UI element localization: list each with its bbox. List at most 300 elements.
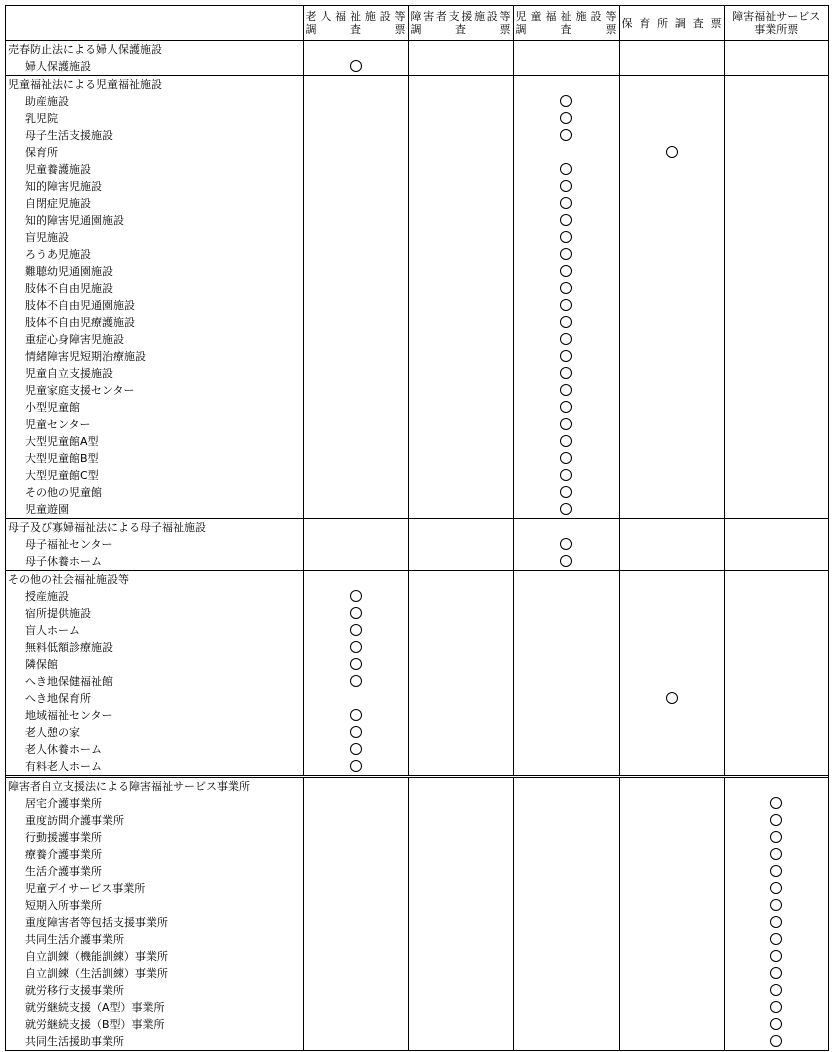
- section-title: 母子及び寡婦福祉法による母子福祉施設: [8, 521, 206, 534]
- mark-cell: [303, 484, 408, 501]
- mark-cell: [303, 501, 408, 519]
- mark-cell: [513, 41, 619, 59]
- mark-cell: [724, 948, 828, 965]
- facility-name: へき地保健福祉館: [25, 675, 113, 688]
- mark-cell: [619, 846, 724, 863]
- facility-name: 乳児院: [25, 112, 58, 125]
- mark-cell: [619, 673, 724, 690]
- facility-row: [6, 484, 828, 501]
- facility-name: 児童自立支援施設: [25, 367, 113, 380]
- mark-cell: [408, 450, 513, 467]
- facility-name: 重度障害者等包括支援事業所: [25, 916, 168, 929]
- mark-cell: [724, 656, 828, 673]
- mark-cell: [724, 999, 828, 1016]
- section-title: 児童福祉法による児童福祉施設: [8, 78, 162, 91]
- mark-cell: [724, 571, 828, 589]
- mark-cell: [724, 846, 828, 863]
- mark-cell: [513, 588, 619, 605]
- mark-cell: [513, 365, 619, 382]
- mark-cell: [724, 450, 828, 467]
- applicable-circle-icon: [666, 692, 678, 704]
- mark-cell: [619, 110, 724, 127]
- mark-cell: [513, 161, 619, 178]
- mark-cell: [408, 212, 513, 229]
- mark-cell: [408, 110, 513, 127]
- mark-cell: [513, 639, 619, 656]
- facility-row: [6, 297, 828, 314]
- mark-cell: [619, 416, 724, 433]
- mark-cell: [619, 501, 724, 519]
- mark-cell: [724, 897, 828, 914]
- mark-cell: [724, 707, 828, 724]
- facility-row: [6, 948, 828, 965]
- mark-cell: [303, 229, 408, 246]
- mark-cell: [408, 536, 513, 553]
- facility-row: [6, 280, 828, 297]
- applicable-circle-icon: [560, 333, 572, 345]
- applicable-circle-icon: [770, 916, 782, 928]
- mark-cell: [619, 212, 724, 229]
- mark-cell: [619, 571, 724, 589]
- applicable-circle-icon: [560, 401, 572, 413]
- mark-cell: [408, 263, 513, 280]
- mark-cell: [408, 246, 513, 263]
- applicable-circle-icon: [560, 469, 572, 481]
- mark-cell: [619, 690, 724, 707]
- facility-row: [6, 880, 828, 897]
- mark-cell: [408, 553, 513, 571]
- mark-cell: [513, 144, 619, 161]
- applicable-circle-icon: [350, 641, 362, 653]
- mark-cell: [619, 93, 724, 110]
- facility-row: [6, 999, 828, 1016]
- facility-row: [6, 982, 828, 999]
- mark-cell: [408, 331, 513, 348]
- mark-cell: [513, 399, 619, 416]
- mark-cell: [303, 536, 408, 553]
- mark-cell: [619, 76, 724, 94]
- mark-cell: [408, 501, 513, 519]
- applicable-circle-icon: [560, 435, 572, 447]
- applicable-circle-icon: [560, 231, 572, 243]
- header-nursery-survey: [619, 6, 724, 41]
- mark-cell: [408, 280, 513, 297]
- applicable-circle-icon: [770, 1018, 782, 1030]
- applicable-circle-icon: [770, 814, 782, 826]
- mark-cell: [303, 673, 408, 690]
- mark-cell: [619, 982, 724, 999]
- mark-cell: [513, 58, 619, 76]
- mark-cell: [303, 433, 408, 450]
- mark-cell: [408, 365, 513, 382]
- mark-cell: [513, 690, 619, 707]
- mark-cell: [724, 127, 828, 144]
- mark-cell: [619, 519, 724, 537]
- facility-name: 児童デイサービス事業所: [25, 882, 146, 895]
- applicable-circle-icon: [770, 899, 782, 911]
- mark-cell: [408, 1033, 513, 1050]
- mark-cell: [619, 656, 724, 673]
- facility-row: [6, 931, 828, 948]
- facility-row: [6, 144, 828, 161]
- mark-cell: [513, 433, 619, 450]
- mark-cell: [724, 110, 828, 127]
- mark-cell: [303, 588, 408, 605]
- facility-name: 保育所: [25, 146, 58, 159]
- mark-cell: [303, 450, 408, 467]
- facility-name: 児童家庭支援センター: [25, 384, 135, 397]
- mark-cell: [408, 829, 513, 846]
- mark-cell: [619, 161, 724, 178]
- mark-cell: [619, 263, 724, 280]
- facility-row: [6, 897, 828, 914]
- mark-cell: [513, 846, 619, 863]
- mark-cell: [619, 914, 724, 931]
- applicable-circle-icon: [560, 265, 572, 277]
- facility-name: 婦人保護施設: [6, 58, 303, 76]
- mark-cell: [724, 982, 828, 999]
- applicable-circle-icon: [560, 316, 572, 328]
- mark-cell: [513, 948, 619, 965]
- mark-cell: [513, 795, 619, 812]
- facility-row: [6, 365, 828, 382]
- mark-cell: [303, 553, 408, 571]
- facility-name: 母子福祉センター: [25, 538, 113, 551]
- mark-cell: [303, 758, 408, 777]
- mark-cell: [724, 280, 828, 297]
- mark-cell: [408, 863, 513, 880]
- facility-name: 共同生活援助事業所: [25, 1035, 124, 1048]
- applicable-circle-icon: [770, 865, 782, 877]
- mark-cell: [513, 656, 619, 673]
- facility-name: 肢体不自由児施設: [25, 282, 113, 295]
- mark-cell: [408, 897, 513, 914]
- header-disability-support-survey: [408, 6, 513, 41]
- applicable-circle-icon: [560, 299, 572, 311]
- applicable-circle-icon: [560, 538, 572, 550]
- applicable-circle-icon: [560, 384, 572, 396]
- mark-cell: [724, 348, 828, 365]
- mark-cell: [619, 999, 724, 1016]
- mark-cell: [724, 467, 828, 484]
- mark-cell: [724, 58, 828, 76]
- section-title: 障害者自立支援法による障害福祉サービス事業所: [8, 780, 250, 793]
- mark-cell: [619, 195, 724, 212]
- mark-cell: [408, 161, 513, 178]
- mark-cell: [408, 433, 513, 450]
- mark-cell: [303, 263, 408, 280]
- applicable-circle-icon: [560, 214, 572, 226]
- applicable-circle-icon: [770, 984, 782, 996]
- mark-cell: [513, 280, 619, 297]
- applicable-circle-icon: [560, 350, 572, 362]
- facility-row: [6, 812, 828, 829]
- mark-cell: [513, 741, 619, 758]
- mark-cell: [724, 314, 828, 331]
- mark-cell: [619, 553, 724, 571]
- mark-cell: [619, 707, 724, 724]
- facility-name: 居宅介護事業所: [25, 797, 102, 810]
- mark-cell: [513, 622, 619, 639]
- header-corner-cell: [6, 6, 303, 41]
- mark-cell: [619, 812, 724, 829]
- mark-cell: [619, 948, 724, 965]
- mark-cell: [513, 931, 619, 948]
- applicable-circle-icon: [560, 282, 572, 294]
- facility-row: [6, 724, 828, 741]
- mark-cell: [303, 690, 408, 707]
- mark-cell: [408, 999, 513, 1016]
- mark-cell: [303, 571, 408, 589]
- mark-cell: [408, 639, 513, 656]
- applicable-circle-icon: [770, 1035, 782, 1047]
- mark-cell: [724, 41, 828, 59]
- mark-cell: [408, 519, 513, 537]
- mark-cell: [724, 795, 828, 812]
- applicable-circle-icon: [560, 555, 572, 567]
- mark-cell: [724, 741, 828, 758]
- applicable-circle-icon: [560, 163, 572, 175]
- applicable-circle-icon: [770, 831, 782, 843]
- facility-row: [6, 605, 828, 622]
- mark-cell: [303, 931, 408, 948]
- mark-cell: [303, 93, 408, 110]
- mark-cell: [408, 622, 513, 639]
- mark-cell: [724, 605, 828, 622]
- mark-cell: [619, 639, 724, 656]
- applicable-circle-icon: [770, 950, 782, 962]
- mark-cell: [619, 880, 724, 897]
- mark-cell: [408, 41, 513, 59]
- mark-cell: [513, 297, 619, 314]
- mark-cell: [724, 246, 828, 263]
- mark-cell: [619, 605, 724, 622]
- mark-cell: [513, 484, 619, 501]
- facility-row: [6, 212, 828, 229]
- mark-cell: [619, 758, 724, 777]
- mark-cell: [513, 195, 619, 212]
- mark-cell: [724, 777, 828, 796]
- mark-cell: [408, 484, 513, 501]
- mark-cell: [408, 314, 513, 331]
- facility-name: 自立訓練（機能訓練）事業所: [25, 950, 168, 963]
- mark-cell: [513, 467, 619, 484]
- mark-cell: [303, 707, 408, 724]
- mark-cell: [513, 382, 619, 399]
- mark-cell: [619, 331, 724, 348]
- mark-cell: [724, 812, 828, 829]
- mark-cell: [724, 161, 828, 178]
- mark-cell: [303, 519, 408, 537]
- mark-cell: [513, 914, 619, 931]
- facility-row: [6, 741, 828, 758]
- facility-name: 就労移行支援事業所: [25, 984, 124, 997]
- mark-cell: [408, 777, 513, 796]
- mark-cell: [724, 519, 828, 537]
- mark-cell: [724, 690, 828, 707]
- mark-cell: [303, 144, 408, 161]
- mark-cell: [513, 263, 619, 280]
- mark-cell: [513, 777, 619, 796]
- facility-name: 肢体不自由児療護施設: [25, 316, 135, 329]
- mark-cell: [513, 536, 619, 553]
- mark-cell: [303, 365, 408, 382]
- applicable-circle-icon: [666, 146, 678, 158]
- facility-row: [6, 863, 828, 880]
- facility-name: 有料老人ホーム: [6, 758, 303, 777]
- mark-cell: [513, 178, 619, 195]
- applicable-circle-icon: [350, 658, 362, 670]
- facility-row: [6, 758, 828, 777]
- mark-cell: [619, 467, 724, 484]
- mark-cell: [513, 1016, 619, 1033]
- facility-row: [6, 588, 828, 605]
- mark-cell: [408, 348, 513, 365]
- facility-row: [6, 501, 828, 519]
- facility-row: [6, 656, 828, 673]
- mark-cell: [303, 1033, 408, 1050]
- facility-name: 老人休養ホーム: [25, 743, 102, 756]
- mark-cell: [408, 758, 513, 777]
- mark-cell: [513, 758, 619, 777]
- mark-cell: [303, 331, 408, 348]
- mark-cell: [619, 433, 724, 450]
- mark-cell: [513, 880, 619, 897]
- facility-name: 自立訓練（生活訓練）事業所: [25, 967, 168, 980]
- header-row: [6, 6, 828, 41]
- facility-name: 老人憩の家: [25, 726, 80, 739]
- table-body: [6, 41, 828, 1051]
- mark-cell: [513, 724, 619, 741]
- mark-cell: [408, 382, 513, 399]
- mark-cell: [619, 795, 724, 812]
- facility-row: [6, 382, 828, 399]
- applicable-circle-icon: [560, 95, 572, 107]
- mark-cell: [513, 229, 619, 246]
- mark-cell: [724, 195, 828, 212]
- facility-name: 母子生活支援施設: [25, 129, 113, 142]
- applicable-circle-icon: [560, 367, 572, 379]
- header-label: 保育所調査票: [621, 16, 722, 30]
- mark-cell: [408, 58, 513, 76]
- section-title: 売春防止法による婦人保護施設: [8, 43, 162, 56]
- mark-cell: [513, 212, 619, 229]
- mark-cell: [408, 76, 513, 94]
- mark-cell: [408, 195, 513, 212]
- mark-cell: [724, 863, 828, 880]
- mark-cell: [619, 297, 724, 314]
- facility-name: 授産施設: [25, 590, 69, 603]
- facility-name: 無料低額診療施設: [25, 641, 113, 654]
- mark-cell: [724, 484, 828, 501]
- facility-row: [6, 433, 828, 450]
- mark-cell: [408, 605, 513, 622]
- facility-name: 知的障害児施設: [25, 180, 102, 193]
- mark-cell: [303, 58, 408, 76]
- facility-row: [6, 690, 828, 707]
- mark-cell: [408, 467, 513, 484]
- facility-row: [6, 846, 828, 863]
- applicable-circle-icon: [560, 129, 572, 141]
- mark-cell: [619, 777, 724, 796]
- mark-cell: [619, 314, 724, 331]
- mark-cell: [513, 519, 619, 537]
- mark-cell: [303, 777, 408, 796]
- mark-cell: [724, 433, 828, 450]
- mark-cell: [303, 829, 408, 846]
- facility-row: [6, 914, 828, 931]
- mark-cell: [303, 467, 408, 484]
- header-child-welfare-survey: [513, 6, 619, 41]
- mark-cell: [513, 897, 619, 914]
- mark-cell: [724, 880, 828, 897]
- facility-row: [6, 93, 828, 110]
- mark-cell: [619, 863, 724, 880]
- mark-cell: [619, 588, 724, 605]
- mark-cell: [724, 536, 828, 553]
- mark-cell: [408, 880, 513, 897]
- mark-cell: [303, 812, 408, 829]
- applicable-circle-icon: [770, 1001, 782, 1013]
- mark-cell: [724, 588, 828, 605]
- mark-cell: [303, 382, 408, 399]
- mark-cell: [303, 314, 408, 331]
- mark-cell: [408, 965, 513, 982]
- mark-cell: [303, 982, 408, 999]
- facility-row: [6, 965, 828, 982]
- facility-row: [6, 450, 828, 467]
- mark-cell: [303, 863, 408, 880]
- facility-row: [6, 416, 828, 433]
- applicable-circle-icon: [770, 882, 782, 894]
- header-label: 障害福祉サービス 事業所票: [732, 10, 821, 36]
- mark-cell: [619, 144, 724, 161]
- facility-row: [6, 263, 828, 280]
- header-label: 障害者支援施設等 調 査 票: [410, 10, 511, 36]
- mark-cell: [303, 656, 408, 673]
- mark-cell: [408, 673, 513, 690]
- facility-row: [6, 399, 828, 416]
- facility-name: 短期入所事業所: [25, 899, 102, 912]
- mark-cell: [724, 178, 828, 195]
- mark-cell: [513, 571, 619, 589]
- mark-cell: [303, 127, 408, 144]
- mark-cell: [408, 93, 513, 110]
- mark-cell: [619, 741, 724, 758]
- mark-cell: [619, 1033, 724, 1050]
- mark-cell: [513, 331, 619, 348]
- mark-cell: [303, 246, 408, 263]
- header-label: 児童福祉施設等 調 査 票: [515, 10, 617, 36]
- facility-row: [6, 467, 828, 484]
- mark-cell: [619, 127, 724, 144]
- mark-cell: [513, 501, 619, 519]
- applicable-circle-icon: [770, 848, 782, 860]
- facility-name: 自閉症児施設: [25, 197, 91, 210]
- mark-cell: [513, 416, 619, 433]
- mark-cell: [724, 297, 828, 314]
- mark-cell: [619, 965, 724, 982]
- mark-cell: [619, 536, 724, 553]
- facility-name: 大型児童館C型: [25, 469, 99, 482]
- mark-cell: [724, 829, 828, 846]
- facility-name: 児童センター: [25, 418, 91, 431]
- applicable-circle-icon: [770, 933, 782, 945]
- mark-cell: [303, 914, 408, 931]
- facility-name: 隣保館: [25, 658, 58, 671]
- facility-row: [6, 707, 828, 724]
- mark-cell: [303, 280, 408, 297]
